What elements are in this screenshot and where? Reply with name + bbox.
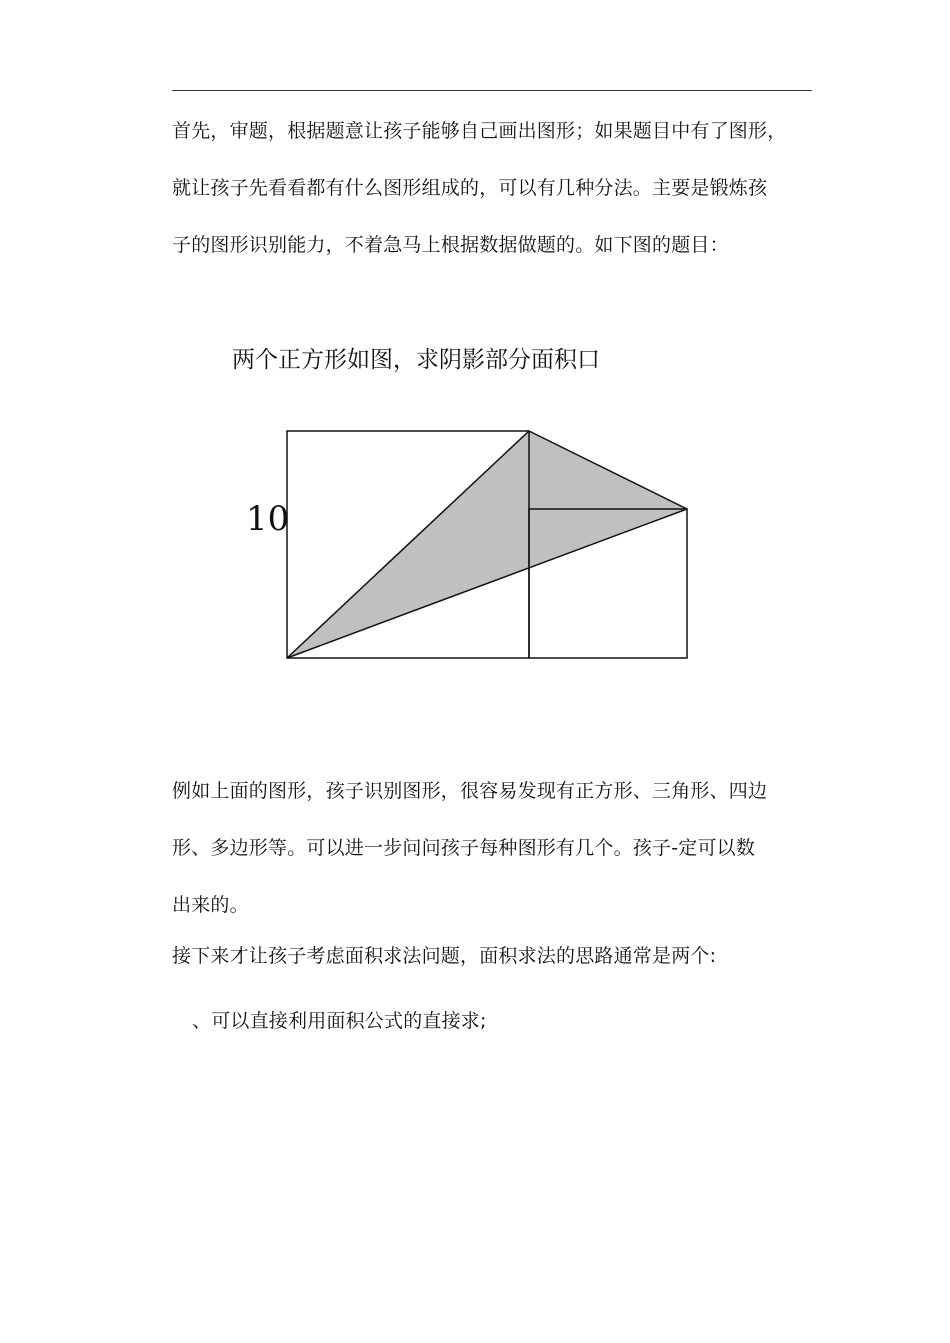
example-line-3: 出来的。 (172, 894, 249, 916)
example-line-2: 形、多边形等。可以进一步问问孩子每种图形有几个。孩子-定可以数 (172, 837, 756, 859)
side-length-label: 10 (246, 499, 290, 539)
top-rule (172, 90, 812, 91)
figure-svg (240, 420, 700, 670)
method-item-1-text: 、可以直接利用面积公式的直接求; (192, 1010, 487, 1032)
intro-paragraph (172, 103, 832, 274)
intro-line-1: 首先，审题，根据题意让孩子能够自己画出图形；如果题目中有了图形， (172, 120, 787, 142)
two-squares-figure (240, 420, 700, 670)
intro-line-2: 就让孩子先看看都有什么图形组成的，可以有几种分法。主要是锻炼孩 (172, 177, 768, 199)
next-step-paragraph (172, 928, 832, 985)
example-paragraph (172, 763, 832, 934)
intro-line-3: 子的图形识别能力，不着急马上根据数据做题的。如下图的题目： (172, 234, 729, 256)
next-step-line: 接下来才让孩子考虑面积求法问题，面积求法的思路通常是两个: (172, 945, 717, 967)
figure-caption: 两个正方形如图，求阴影部分面积口 (232, 347, 600, 373)
shaded-region (287, 431, 687, 658)
method-item-1 (192, 993, 852, 1050)
example-line-1: 例如上面的图形，孩子识别图形，很容易发现有正方形、三角形、四边 (172, 780, 768, 802)
